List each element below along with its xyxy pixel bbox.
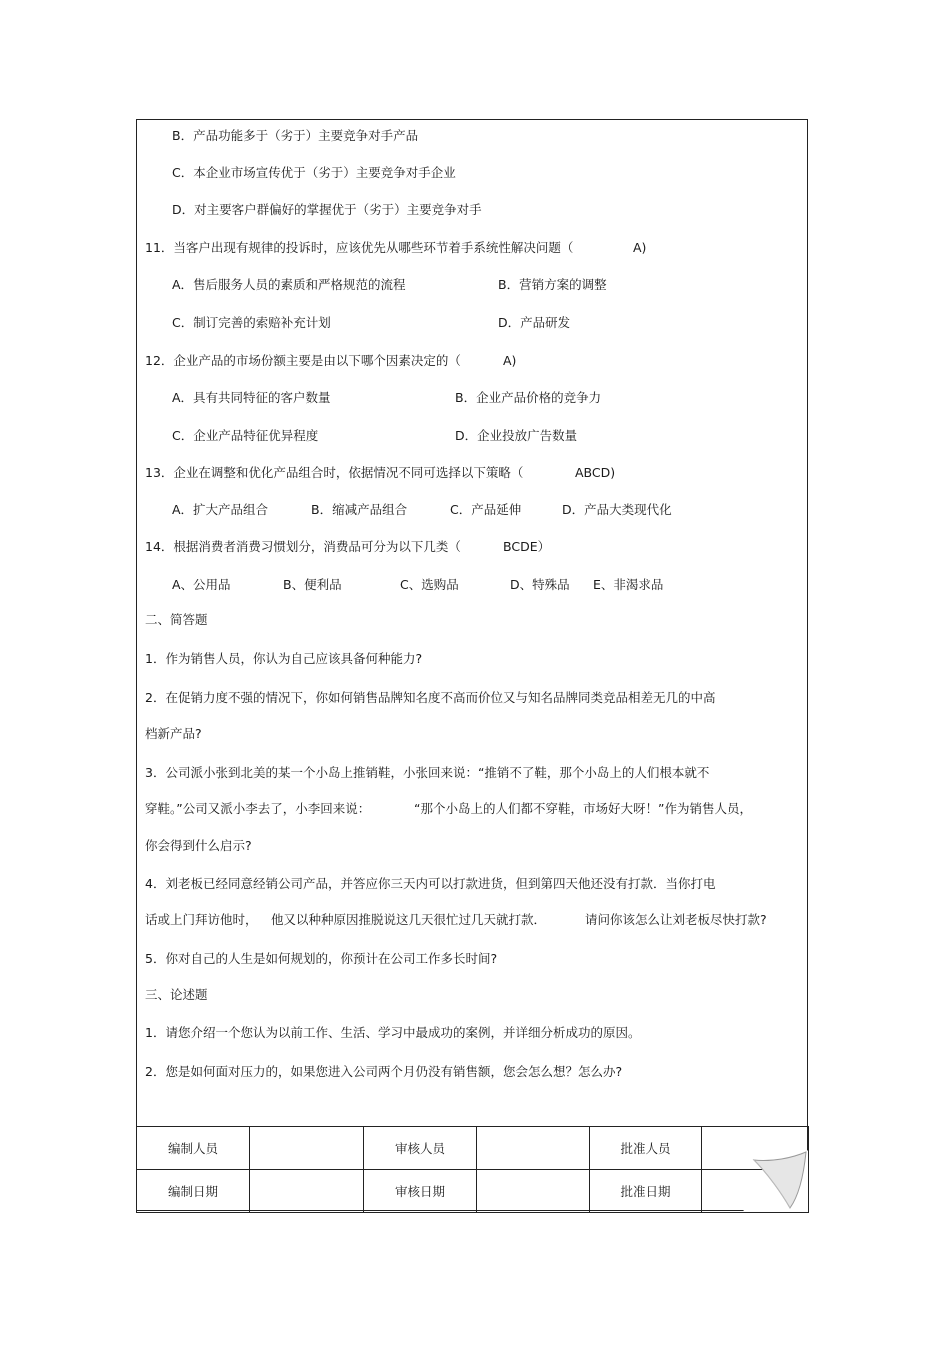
text-line: ABCD) — [575, 465, 616, 480]
reviewer-label: 审核人员 — [364, 1127, 477, 1170]
review-date-cell[interactable] — [477, 1170, 590, 1213]
signature-table — [136, 1126, 809, 1213]
text-line: 14．根据消费者消费习惯划分，消费品可分为以下几类（ — [145, 539, 461, 554]
approver-label: 批准人员 — [590, 1127, 702, 1170]
text-line: 2．您是如何面对压力的，如果您进入公司两个月仍没有销售额，您会怎么想？怎么办? — [145, 1064, 623, 1079]
text-line: C．本企业市场宣传优于（劣于）主要竞争对手企业 — [172, 165, 456, 180]
text-line: A．扩大产品组合 — [172, 502, 269, 517]
text-line: D．企业投放广告数量 — [455, 428, 578, 443]
text-line: 2．在促销力度不强的情况下，你如何销售品牌知名度不高而价位又与知名品牌同类竞品相差无几的中高 — [145, 690, 716, 705]
text-line: 1．请您介绍一个您认为以前工作、生活、学习中最成功的案例，并详细分析成功的原因。 — [145, 1025, 641, 1040]
text-line: C．企业产品特征优异程度 — [172, 428, 319, 443]
text-line: 请问你该怎么让刘老板尽快打款? — [585, 912, 767, 927]
text-line: B．产品功能多于（劣于）主要竞争对手产品 — [172, 128, 419, 143]
text-line: 3．公司派小张到北美的某一个小岛上推销鞋，小张回来说：“推销不了鞋，那个小岛上的人们根本就不 — [145, 765, 710, 780]
text-line: E、非渴求品 — [593, 577, 664, 592]
text-line: D．对主要客户群偏好的掌握优于（劣于）主要竞争对手 — [172, 202, 482, 217]
text-line: 你会得到什么启示? — [145, 838, 252, 853]
text-line: 11．当客户出现有规律的投诉时，应该优先从哪些环节着手系统性解决问题（ — [145, 240, 574, 255]
signature-row-staff — [137, 1127, 809, 1170]
text-line: C．制订完善的索赔补充计划 — [172, 315, 331, 330]
reviewer-cell[interactable] — [477, 1127, 590, 1170]
approve-date-label: 批准日期 — [590, 1170, 702, 1213]
text-line: C、选购品 — [400, 577, 459, 592]
text-line: 4．刘老板已经同意经销公司产品，并答应你三天内可以打款进货，但到第四天他还没有打款．当你打电 — [145, 876, 716, 891]
text-line: D．产品研发 — [498, 315, 571, 330]
text-line: 档新产品? — [145, 726, 202, 741]
text-line: A．售后服务人员的素质和严格规范的流程 — [172, 277, 406, 292]
text-line: 穿鞋。”公司又派小李去了，小李回来说： — [145, 801, 371, 816]
text-line: “那个小岛上的人们都不穿鞋，市场好大呀！”作为销售人员， — [414, 801, 752, 816]
text-line: A．具有共同特征的客户数量 — [172, 390, 331, 405]
text-line: 13．企业在调整和优化产品组合时，依据情况不同可选择以下策略（ — [145, 465, 524, 480]
text-line: B．营销方案的调整 — [498, 277, 607, 292]
text-line: 1．作为销售人员，你认为自己应该具备何种能力? — [145, 651, 423, 666]
compiler-label: 编制人员 — [137, 1127, 250, 1170]
text-line: 他又以种种原因推脱说这几天很忙过几天就打款． — [271, 912, 547, 927]
page-curl-icon — [742, 1150, 808, 1212]
text-line: D．产品大类现代化 — [562, 502, 672, 517]
compile-date-cell[interactable] — [250, 1170, 364, 1213]
text-line: BCDE） — [503, 539, 551, 554]
text-line: A) — [633, 240, 647, 255]
text-line: A、公用品 — [172, 577, 231, 592]
text-line: B．企业产品价格的竞争力 — [455, 390, 602, 405]
text-line: D、特殊品 — [510, 577, 570, 592]
text-line: 二、简答题 — [145, 612, 208, 627]
text-line: C．产品延伸 — [450, 502, 522, 517]
compile-date-label: 编制日期 — [137, 1170, 250, 1213]
text-line: A) — [503, 353, 517, 368]
text-line: 5．你对自己的人生是如何规划的，你预计在公司工作多长时间? — [145, 951, 498, 966]
text-line: 12．企业产品的市场份额主要是由以下哪个因素决定的（ — [145, 353, 461, 368]
compiler-cell[interactable] — [250, 1127, 364, 1170]
text-line: B、便利品 — [283, 577, 342, 592]
text-line: 三、论述题 — [145, 987, 208, 1002]
text-line: 话或上门拜访他时， — [145, 912, 258, 927]
text-line: B．缩减产品组合 — [311, 502, 408, 517]
review-date-label: 审核日期 — [364, 1170, 477, 1213]
signature-row-date — [137, 1170, 809, 1213]
